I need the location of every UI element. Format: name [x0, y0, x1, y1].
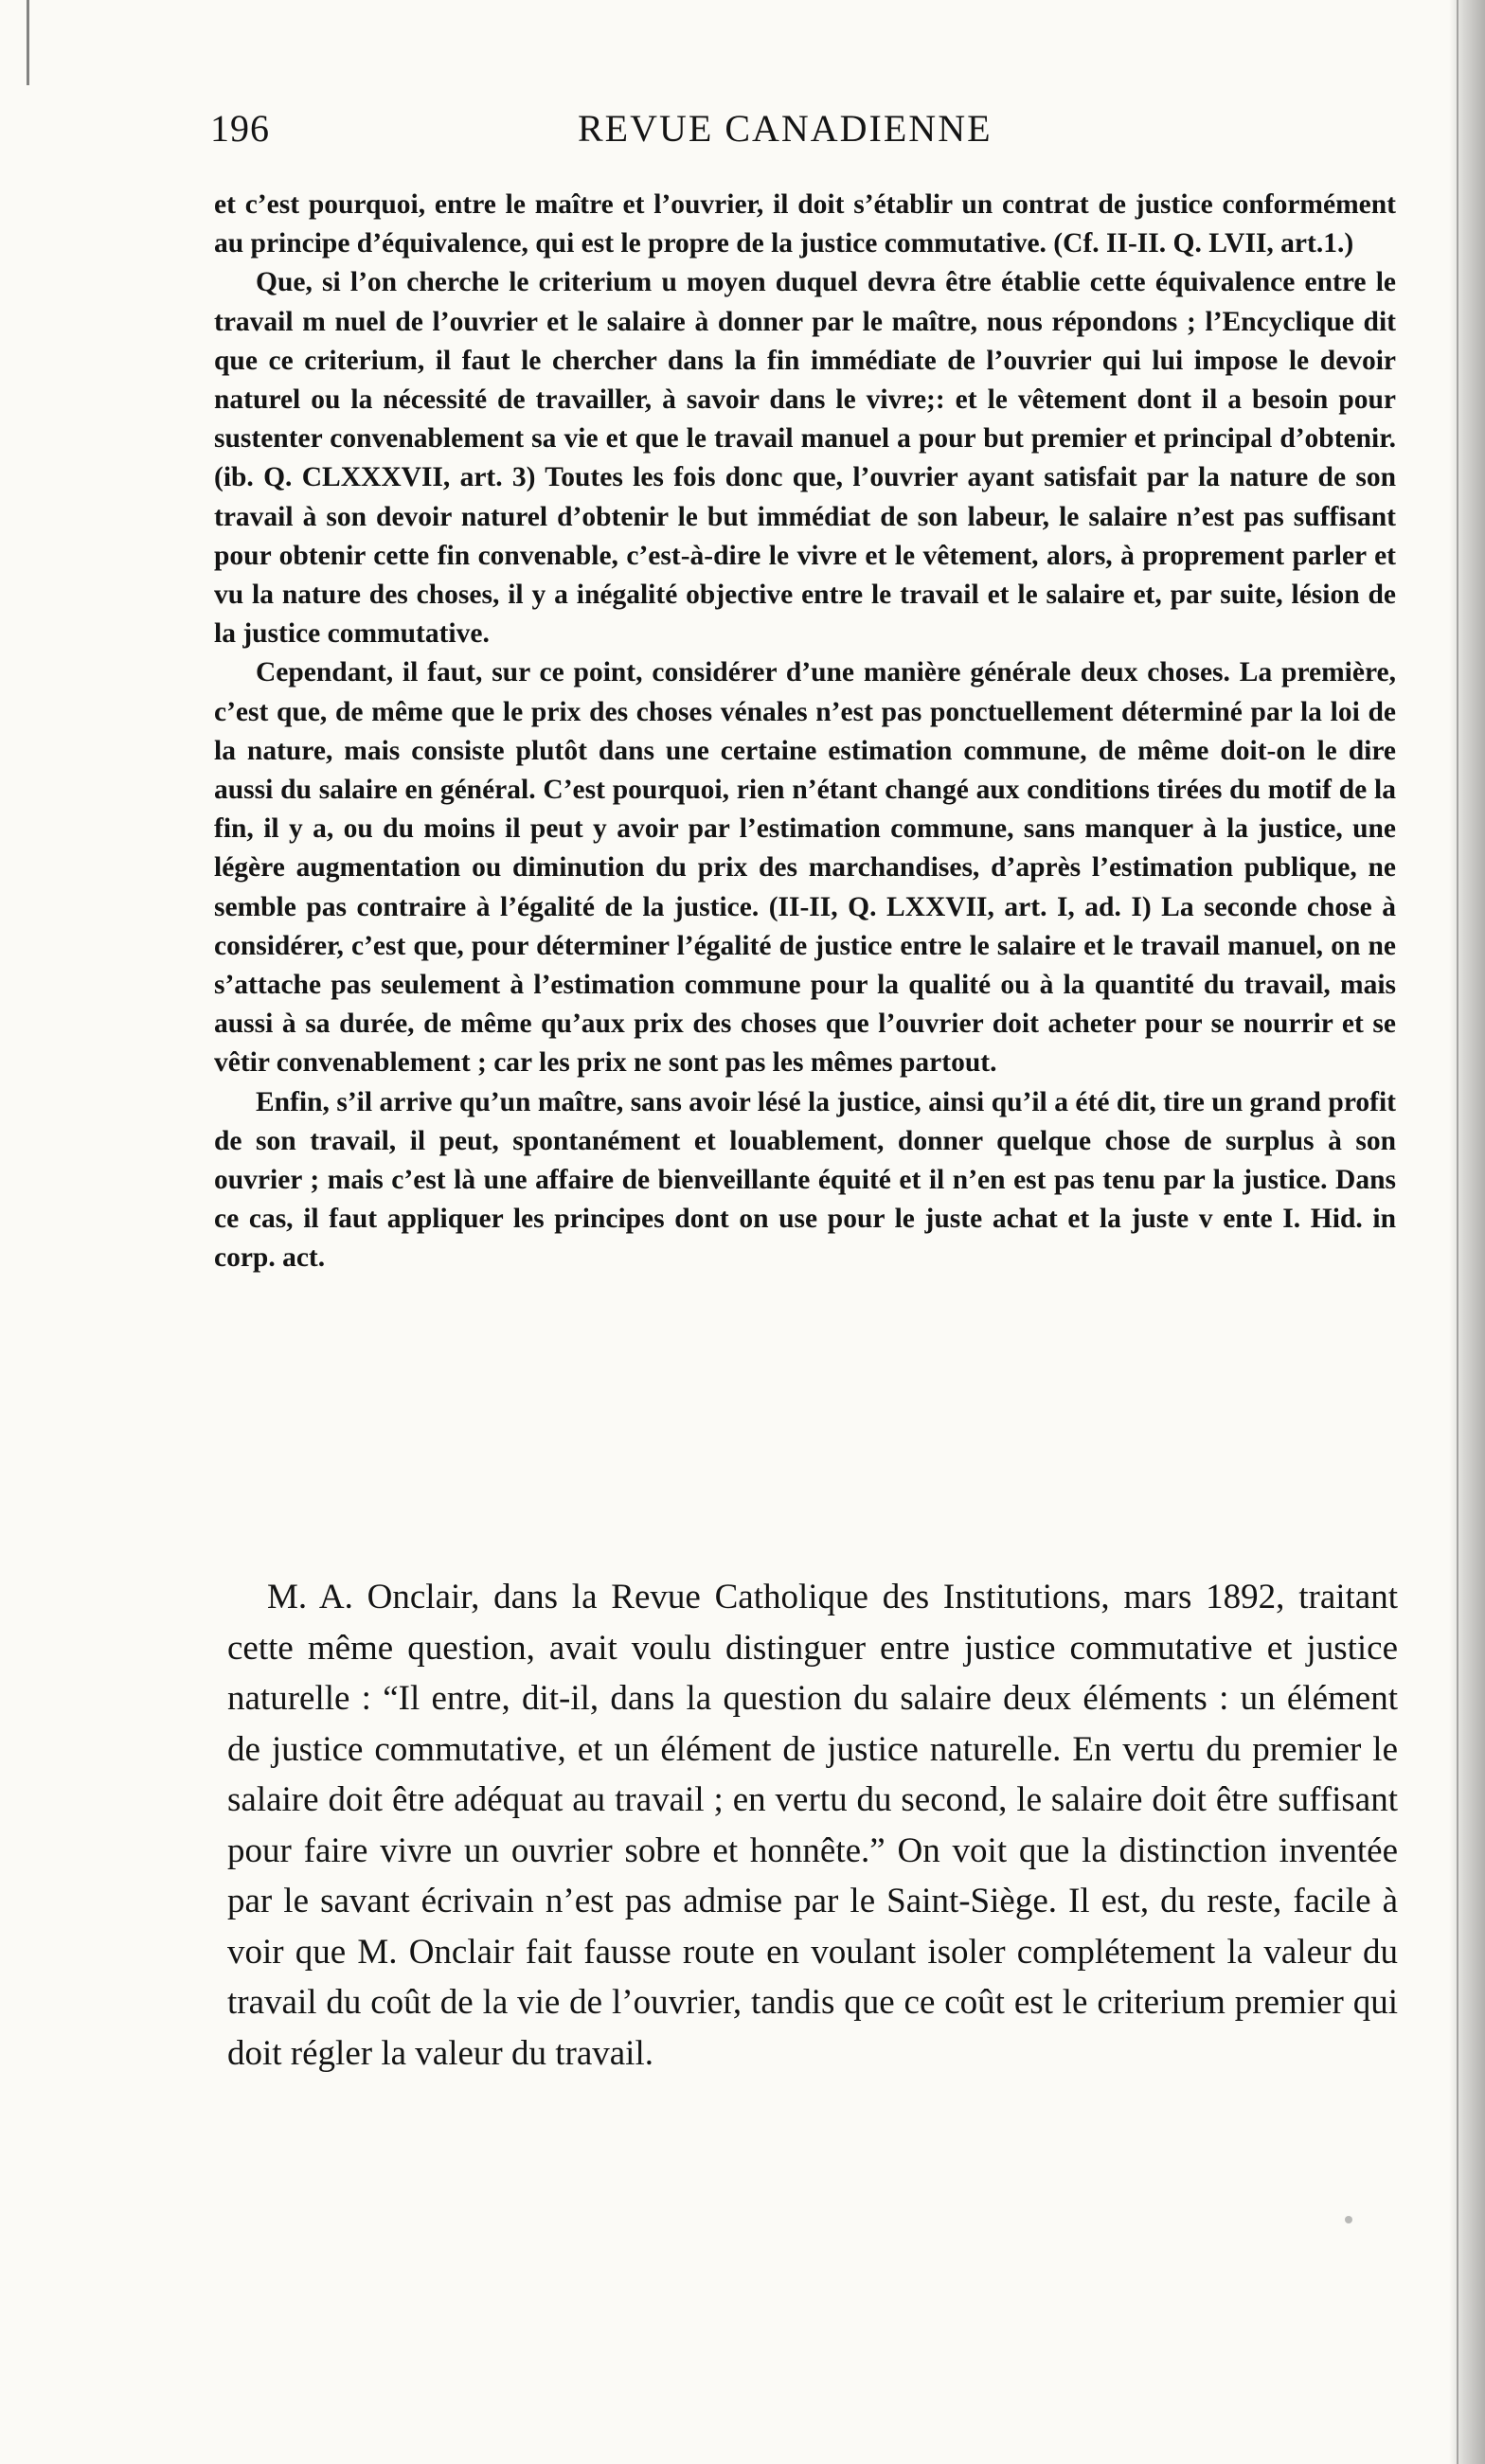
page-header: [210, 106, 1366, 159]
page-edge-shadow: [1449, 0, 1485, 2464]
paragraph: et c’est pourquoi, entre le maître et l’ouvrier, il doit s’établir un contrat de justice conformément au principe d’équivalence, qui est le propre de la justice commutative. (Cf. II-II. Q. LVII, art.1.): [214, 189, 1396, 259]
running-title: REVUE CANADIENNE: [578, 107, 993, 150]
paragraph: Enfin, s’il arrive qu’un maître, sans avoir lésé la justice, ainsi qu’il a été dit, tire un grand profit de son travail, il peut, spontanément et louablement, donner quelque chose de surplus à son ouvrier ; mais c’est là une affaire de bienveillante équité et il n’en est pas tenu par la justice. Dans ce cas, il faut appliquer les principes dont on use pour le juste achat et la juste v ente I. Hid. in corp. act.: [214, 1086, 1396, 1274]
page-number: 196: [210, 107, 270, 150]
main-text-block: [227, 1572, 1398, 2079]
scan-speck: [1345, 2216, 1352, 2223]
paragraph: M. A. Onclair, dans la Revue Catholique des Institutions, mars 1892, traitant cette même question, avait voulu distinguer entre justice commutative et justice naturelle : “Il entre, dit-il, dans la question du salaire deux éléments : un élément de justice commutative, et un élément de justice naturelle. En vertu du premier le salaire doit être adéquat au travail ; en vertu du second, le salaire doit être suffisant pour faire vivre un ouvrier sobre et honnête.” On voit que la distinction inventée par le savant écrivain n’est pas admise par le Saint-Siège. Il est, du reste, facile à voir que M. Onclair fait fausse route en voulant isoler complétement la valeur du travail du coût de la vie de l’ouvrier, tandis que ce coût est le criterium premier qui doit régler la valeur du travail.: [227, 1578, 1398, 2073]
quoted-text-block: [214, 186, 1396, 1278]
paragraph: Que, si l’on cherche le criterium u moyen duquel devra être établie cette équivalence entre le travail m nuel de l’ouvrier et le salaire à donner par le maître, nous répondons ; l’Encyclique dit que ce criterium, il faut le chercher dans la fin immédiate de l’ouvrier qui lui impose le devoir naturel ou la nécessité de travailler, à savoir dans le vivre;: et le vêtement dont il a besoin pour sustenter convenablement sa vie et que le travail manuel a pour but premier et principal d’obtenir. (ib. Q. CLXXXVII, art. 3) Toutes les fois donc que, l’ouvrier ayant satisfait par la nature de son travail à son devoir naturel d’obtenir le but immédiat de son labeur, le salaire n’est pas suffisant pour obtenir cette fin convenable, c’est-à-dire le vivre et le vêtement, alors, à proprement parler et vu la nature des choses, il y a inégalité objective entre le travail et le salaire et, par suite, lésion de la justice commutative.: [214, 267, 1396, 650]
paragraph: Cependant, il faut, sur ce point, considérer d’une manière générale deux choses. La première, c’est que, de même que le prix des choses vénales n’est pas ponctuellement déterminé par la loi de la nature, mais consiste plutôt dans une certaine estimation commune, de même doit-on le dire aussi du salaire en général. C’est pourquoi, rien n’étant changé aux conditions tirées du motif de la fin, il y a, ou du moins il peut y avoir par l’estimation commune, sans manquer à la justice, une légère augmentation ou diminution du prix des marchandises, d’après l’estimation publique, ne semble pas contraire à l’égalité de la justice. (II-II, Q. LXXVII, art. I, ad. I) La seconde chose à considérer, c’est que, pour déterminer l’égalité de justice entre le salaire et le travail manuel, on ne s’attache pas seulement à l’estimation commune pour la qualité ou à la quantité du travail, mais aussi à sa durée, de même qu’aux prix des choses que l’ouvrier doit acheter pour se nourrir et se vêtir convenablement ; car les prix ne sont pas les mêmes partout.: [214, 657, 1396, 1079]
scan-margin-mark: [27, 0, 29, 85]
